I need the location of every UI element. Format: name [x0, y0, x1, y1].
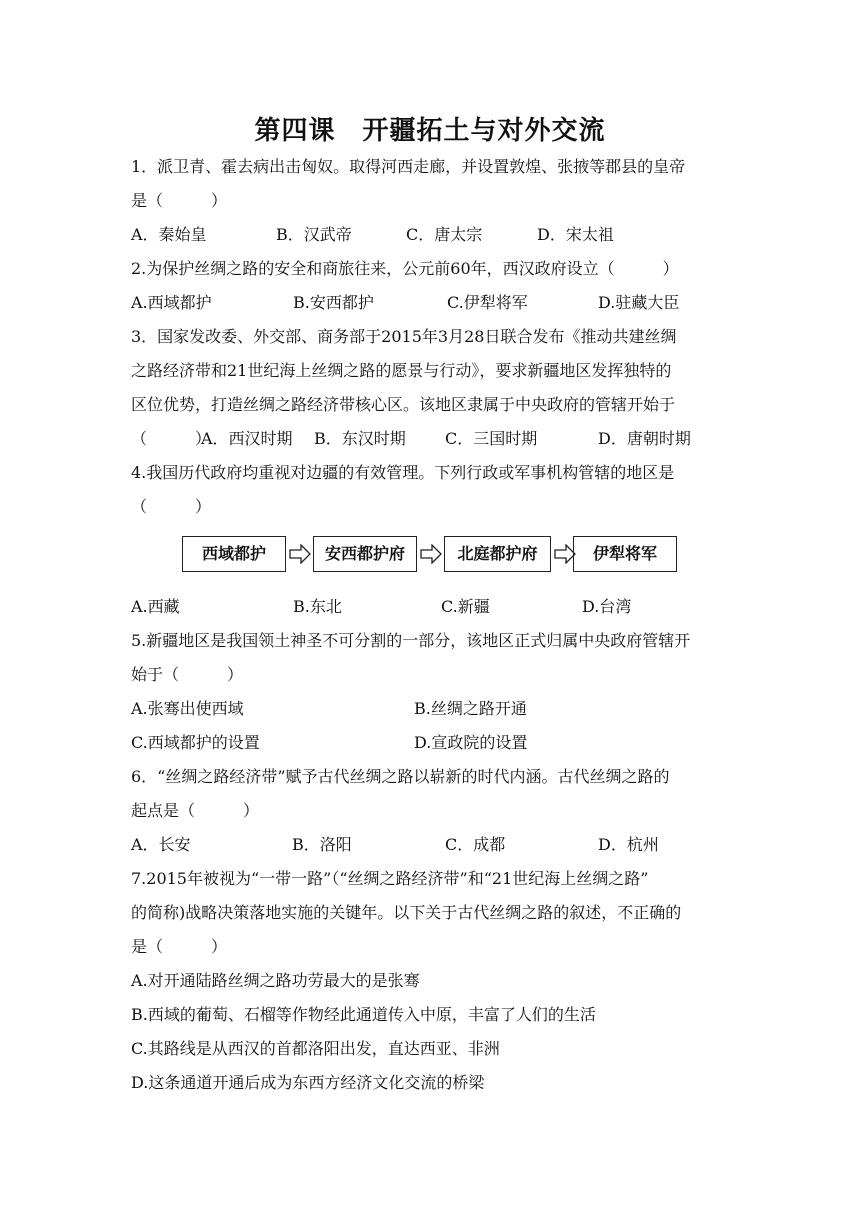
q1-option-a: A．秦始皇 [131, 225, 207, 244]
q6-text-line2: 起点是（ ） [131, 801, 260, 820]
q4-option-c: C.新疆 [441, 597, 490, 616]
q3-option-d: D．唐朝时期 [598, 429, 691, 448]
q3-answer-blank: （ ） [131, 429, 212, 448]
q5-option-c: C.西域都护的设置 [131, 733, 260, 752]
q6-option-b: B．洛阳 [292, 835, 352, 854]
q5-option-d: D.宣政院的设置 [414, 733, 528, 752]
q2-option-a: A.西域都护 [131, 293, 212, 312]
q5-text-line1: 5.新疆地区是我国领土神圣不可分割的一部分，该地区正式归属中央政府管辖开 [131, 631, 691, 650]
right-arrow-icon [289, 544, 311, 564]
q2-option-c: C.伊犁将军 [447, 293, 528, 312]
q7-option-c: C.其路线是从西汉的首都洛阳出发，直达西亚、非洲 [131, 1039, 500, 1058]
q7-option-d: D.这条通道开通后成为东西方经济文化交流的桥梁 [131, 1073, 485, 1092]
q1-option-c: C．唐太宗 [406, 225, 483, 244]
q7-text-line3: 是（ ） [131, 937, 228, 956]
q5-option-a: A.张骞出使西域 [131, 699, 244, 718]
q3-option-c: C．三国时期 [445, 429, 538, 448]
right-arrow-icon [420, 544, 442, 564]
q7-text-line2: 的简称)战略决策落地实施的关键年。以下关于古代丝绸之路的叙述，不正确的 [131, 903, 682, 922]
q5-option-b: B.丝绸之路开通 [414, 699, 527, 718]
q4-text-line2: （ ） [131, 497, 212, 516]
q3-option-b: B．东汉时期 [314, 429, 406, 448]
q4-option-a: A.西藏 [131, 597, 180, 616]
q7-text-line1: 7.2015年被视为“一带一路”（“丝绸之路经济带”和“21世纪海上丝绸之路” [131, 869, 649, 888]
q2-option-b: B.安西都护 [293, 293, 374, 312]
q5-text-line2: 始于（ ） [131, 665, 244, 684]
q6-option-c: C．成都 [445, 835, 506, 854]
q1-option-d: D．宋太祖 [537, 225, 614, 244]
q1-option-b: B．汉武帝 [276, 225, 352, 244]
institution-flow-diagram [182, 536, 682, 576]
q7-option-a: A.对开通陆路丝绸之路功劳最大的是张骞 [131, 971, 420, 990]
q6-option-d: D．杭州 [598, 835, 659, 854]
q3-option-a: A．西汉时期 [201, 429, 293, 448]
q3-text-line2: 之路经济带和21世纪海上丝绸之路的愿景与行动》，要求新疆地区发挥独特的 [131, 361, 672, 380]
flow-box-yili-jiangjun: 伊犁将军 [573, 536, 677, 572]
q6-option-a: A．长安 [131, 835, 191, 854]
q4-option-b: B.东北 [293, 597, 342, 616]
q1-text-line1: 1．派卫青、霍去病出击匈奴。取得河西走廊，并设置敦煌、张掖等郡县的皇帝 [131, 157, 686, 176]
flow-box-xiyu-duhu: 西域都护 [182, 536, 286, 572]
page-title: 第四课 开疆拓土与对外交流 [254, 116, 606, 146]
q3-text-line1: 3．国家发改委、外交部、商务部于2015年3月28日联合发布《推动共建丝绸 [131, 327, 677, 346]
q2-option-d: D.驻藏大臣 [598, 293, 680, 312]
q1-text-line2: 是（ ） [131, 191, 228, 210]
flow-box-anxi-duhufu: 安西都护府 [313, 536, 417, 572]
q4-text-line1: 4.我国历代政府均重视对边疆的有效管理。下列行政或军事机构管辖的地区是 [131, 463, 675, 482]
q4-option-d: D.台湾 [582, 597, 632, 616]
flow-box-beiting-duhufu: 北庭都护府 [444, 536, 551, 572]
q2-text-line1: 2.为保护丝绸之路的安全和商旅往来，公元前60年，西汉政府设立（ ） [131, 259, 679, 278]
q3-text-line3: 区位优势，打造丝绸之路经济带核心区。该地区隶属于中央政府的管辖开始于 [131, 395, 676, 414]
q6-text-line1: 6．“丝绸之路经济带”赋予古代丝绸之路以崭新的时代内涵。古代丝绸之路的 [131, 767, 670, 786]
q7-option-b: B.西域的葡萄、石榴等作物经此通道传入中原，丰富了人们的生活 [131, 1005, 596, 1024]
